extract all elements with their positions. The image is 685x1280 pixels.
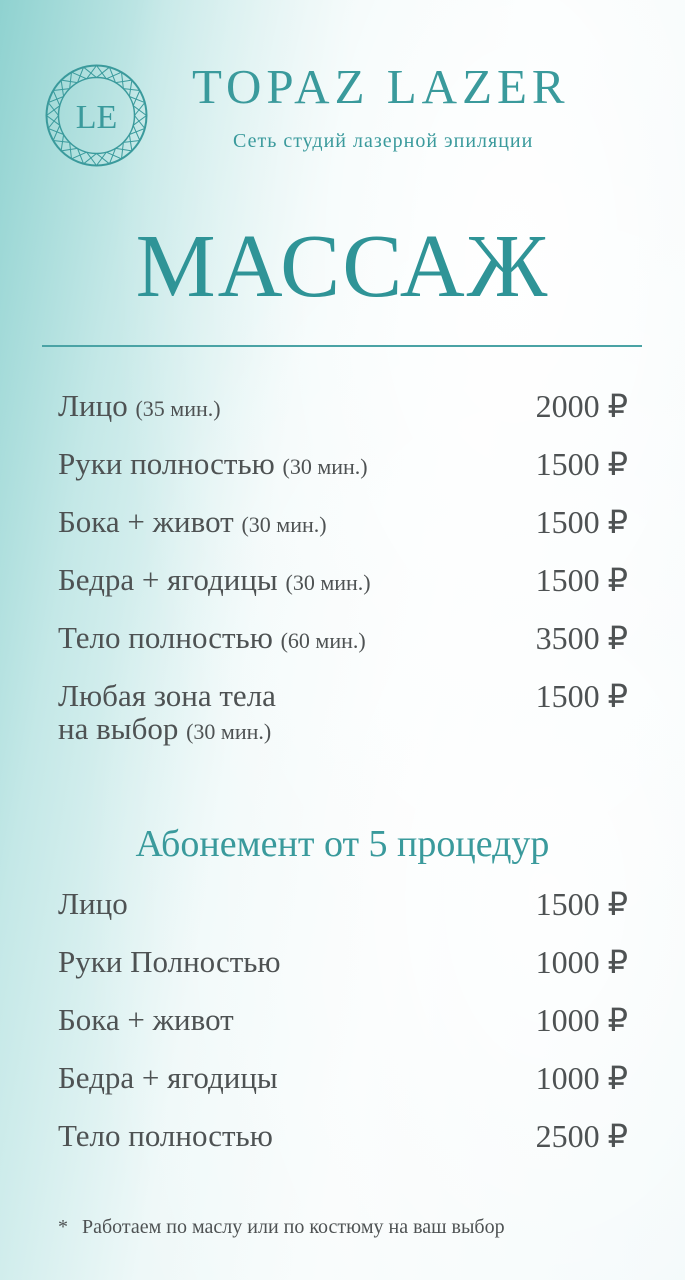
item-duration: (35 мин.)	[135, 396, 221, 421]
item-price: 3500 ₽	[535, 620, 628, 656]
item-price: 1500 ₽	[535, 886, 628, 922]
item-price: 1500 ₽	[535, 678, 628, 714]
logo-monogram: LE	[75, 99, 118, 136]
item-duration: (30 мин.)	[186, 718, 272, 744]
single-session-list	[58, 390, 628, 750]
title-divider	[42, 345, 642, 347]
item-name: Руки Полностью	[58, 944, 281, 979]
item-name: Руки полностью (30 мин.)	[58, 446, 368, 481]
price-row	[58, 680, 628, 750]
item-name: Тело полностью	[58, 1118, 273, 1153]
item-price: 2500 ₽	[535, 1118, 628, 1154]
item-name: Бедра + ягодицы	[58, 1060, 278, 1095]
item-name: Тело полностью (60 мин.)	[58, 620, 366, 655]
price-row	[58, 1120, 628, 1178]
price-row	[58, 888, 628, 946]
item-price: 1500 ₽	[535, 562, 628, 598]
price-row	[58, 1062, 628, 1120]
item-price: 1500 ₽	[535, 446, 628, 482]
item-price: 1500 ₽	[535, 504, 628, 540]
item-name: Бока + живот (30 мин.)	[58, 504, 327, 539]
item-name: Бедра + ягодицы (30 мин.)	[58, 562, 371, 597]
item-price: 2000 ₽	[535, 388, 628, 424]
item-duration: (30 мин.)	[282, 454, 368, 479]
item-price: 1000 ₽	[535, 944, 628, 980]
item-name: Бока + живот	[58, 1002, 234, 1037]
item-name: Лицо (35 мин.)	[58, 388, 221, 423]
footnote-text: Работаем по маслу или по костюму на ваш выбор	[82, 1216, 505, 1238]
price-row	[58, 564, 628, 622]
footnote-mark: *	[58, 1216, 68, 1238]
item-name: Любая зона тела на выбор (30 мин.)	[58, 678, 276, 746]
brand-tagline: Сеть студий лазерной эпиляции	[233, 130, 534, 152]
item-price: 1000 ₽	[535, 1002, 628, 1038]
item-duration: (60 мин.)	[280, 628, 366, 653]
price-row	[58, 506, 628, 564]
footnote	[58, 1216, 505, 1239]
page-title: МАССАЖ	[135, 217, 550, 316]
subscription-list	[58, 888, 628, 1178]
brand-name: TOPAZ LAZER	[192, 59, 570, 114]
item-price: 1000 ₽	[535, 1060, 628, 1096]
item-duration: (30 мин.)	[285, 570, 371, 595]
item-name: Лицо	[58, 886, 128, 921]
item-duration: (30 мин.)	[241, 512, 327, 537]
price-row	[58, 622, 628, 680]
brand-logo-icon	[43, 62, 150, 169]
price-row	[58, 946, 628, 1004]
subscription-title: Абонемент от 5 процедур	[135, 823, 550, 865]
price-row	[58, 1004, 628, 1062]
price-row	[58, 390, 628, 448]
price-row	[58, 448, 628, 506]
